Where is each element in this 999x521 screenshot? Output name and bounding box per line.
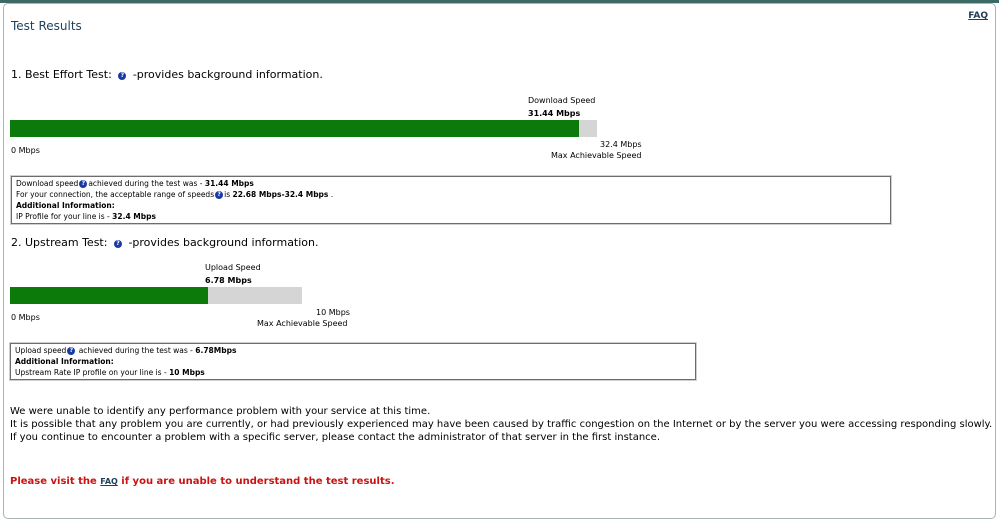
- best-effort-heading-note: -provides background information.: [132, 68, 323, 81]
- question-circle-icon[interactable]: ?: [114, 240, 122, 248]
- download-info-text: IP Profile for your line is -: [16, 212, 113, 221]
- upload-speed-value: 6.78 Mbps: [205, 276, 252, 285]
- download-speed-label: Download Speed: [528, 96, 596, 105]
- faq-notice: [10, 476, 395, 487]
- question-circle-icon[interactable]: ?: [215, 191, 223, 199]
- download-info-line4: [16, 211, 886, 222]
- upload-info-text: Upload speed: [15, 346, 67, 355]
- upload-info-line1: [15, 345, 691, 356]
- upload-min-label: 0 Mbps: [11, 313, 40, 322]
- acceptable-range-value: 22.68 Mbps-32.4 Mbps: [232, 190, 329, 199]
- upload-info-line3: [15, 367, 691, 378]
- download-achieved-value: 31.44 Mbps: [204, 179, 254, 188]
- download-info-text: .: [328, 190, 334, 199]
- download-info-text: is: [224, 190, 233, 199]
- diagnosis-message: [10, 405, 992, 444]
- upstream-ip-profile-value: 10 Mbps: [169, 368, 205, 377]
- download-speed-value: 31.44 Mbps: [528, 109, 581, 118]
- upload-speed-label: Upload Speed: [205, 263, 261, 272]
- question-circle-icon[interactable]: ?: [118, 72, 126, 80]
- diagnosis-line1: We were unable to identify any performance problem with your service at this time.: [10, 406, 431, 417]
- upstream-heading-label: 2. Upstream Test:: [11, 236, 108, 249]
- upload-achieved-value: 6.78Mbps: [195, 346, 237, 355]
- upload-additional-info-heading: Additional Information:: [15, 357, 114, 366]
- diagnosis-line3: If you continue to encounter a problem with a specific server, please contact the administrator of that server in the first instance.: [10, 432, 660, 443]
- ip-profile-value: 32.4 Mbps: [112, 212, 156, 221]
- download-info-text: achieved during the test was -: [88, 179, 205, 188]
- download-info-text: For your connection, the acceptable range of speeds: [16, 190, 215, 199]
- upload-speed-bar: [10, 287, 302, 304]
- question-circle-icon[interactable]: ?: [79, 180, 87, 188]
- upload-info-box: [10, 343, 696, 380]
- faq-link-top[interactable]: FAQ: [968, 11, 988, 21]
- best-effort-heading-label: 1. Best Effort Test:: [11, 68, 112, 81]
- download-info-line1: [16, 178, 886, 189]
- upload-info-text: achieved during the test was -: [76, 346, 196, 355]
- upstream-heading-note: -provides background information.: [128, 236, 319, 249]
- download-speed-bar-fill: [10, 120, 579, 137]
- download-info-line2: [16, 189, 886, 200]
- upload-info-text: Upstream Rate IP profile on your line is -: [15, 368, 170, 377]
- question-circle-icon[interactable]: ?: [67, 347, 75, 355]
- download-max-value: 32.4 Mbps: [600, 140, 642, 149]
- download-max-label: Max Achievable Speed: [551, 151, 642, 160]
- download-min-label: 0 Mbps: [11, 146, 40, 155]
- upstream-heading: [11, 236, 319, 249]
- download-additional-info-heading: Additional Information:: [16, 201, 115, 210]
- download-info-box: [11, 176, 891, 224]
- best-effort-heading: [11, 68, 323, 81]
- upload-max-label: Max Achievable Speed: [257, 319, 348, 328]
- faq-link-bottom[interactable]: FAQ: [100, 477, 118, 486]
- download-info-text: Download speed: [16, 179, 79, 188]
- download-speed-bar: [10, 120, 597, 137]
- faq-notice-suffix: if you are unable to understand the test results.: [117, 476, 395, 487]
- faq-notice-prefix: Please visit the: [10, 476, 101, 487]
- page-title: Test Results: [11, 19, 82, 33]
- upload-max-value: 10 Mbps: [316, 308, 350, 317]
- diagnosis-line2: It is possible that any problem you are currently, or had previously experienced may have been caused by traffic congestion on the Internet or by the server you were accessing responding slowly.: [10, 419, 993, 430]
- upload-speed-bar-fill: [10, 287, 208, 304]
